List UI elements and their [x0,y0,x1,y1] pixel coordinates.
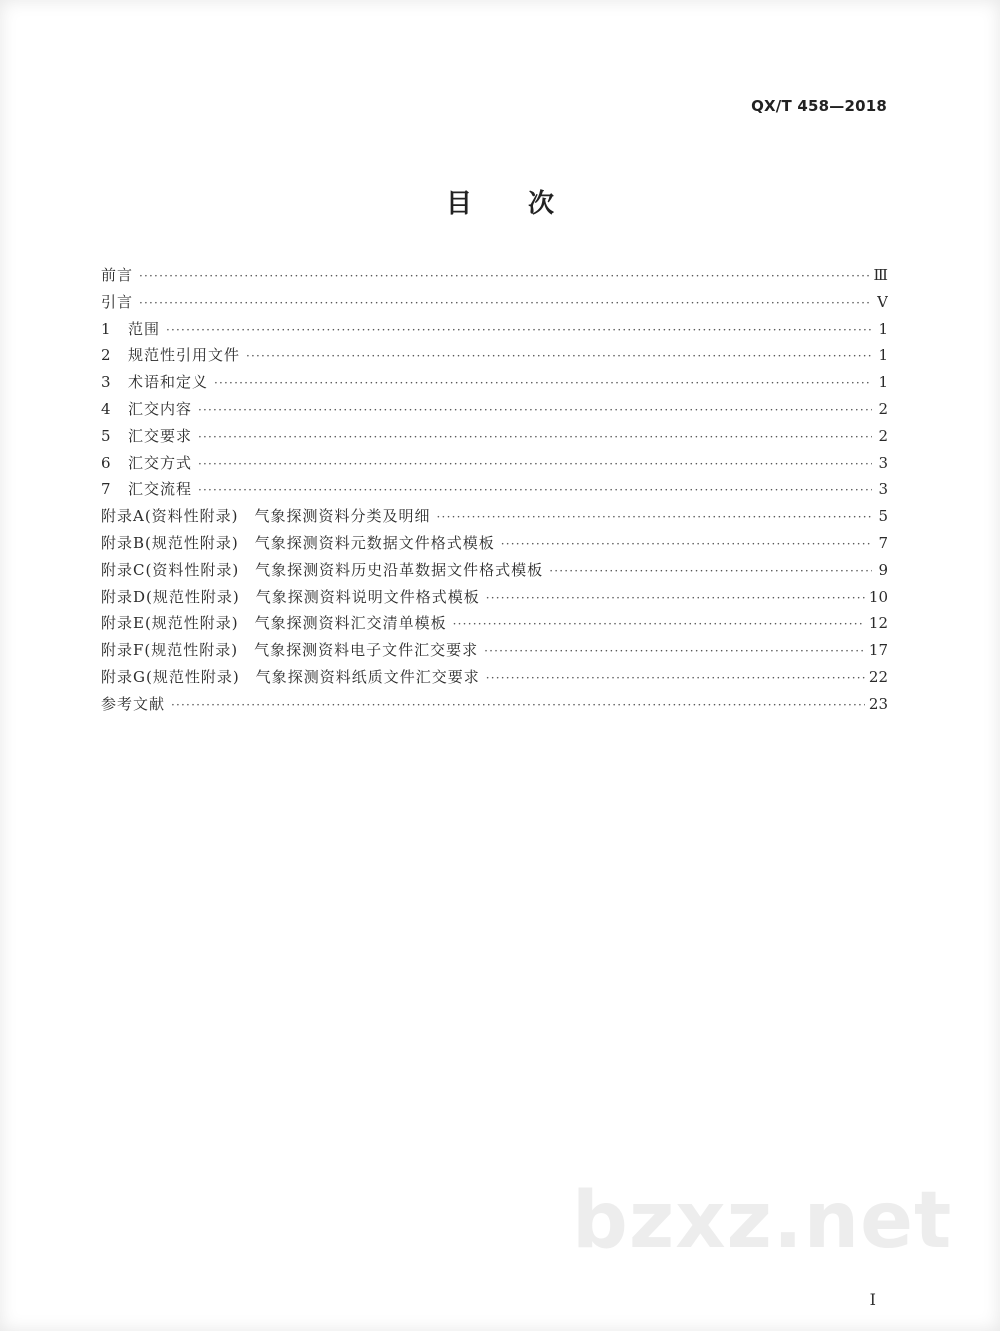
toc-entry-label: 术语和定义 [128,373,209,392]
toc-dot-leader [484,638,865,664]
toc-entry[interactable] [101,476,888,503]
toc-dot-leader [166,317,872,343]
toc-entry[interactable] [101,423,888,450]
toc-entry-page: 10 [868,587,888,606]
toc-entry-page: 1 [878,346,888,365]
toc-entry[interactable] [101,289,888,316]
toc-dot-leader [214,370,872,396]
toc-entry-label: 附录B(规范性附录) 气象探测资料元数据文件格式模板 [101,533,495,552]
toc-entry-page: 1 [878,373,888,392]
toc-entry-number: 5 [101,426,111,445]
toc-entry-label: 附录F(规范性附录) 气象探测资料电子文件汇交要求 [101,641,479,660]
toc-entry[interactable] [101,262,888,289]
toc-entry-label: 汇交方式 [128,453,193,472]
toc-entry-label: 汇交流程 [128,480,193,499]
toc-entry-page: 17 [868,641,888,660]
toc-title: 目次 [445,189,610,219]
toc-entry-number: 7 [101,480,111,499]
toc-entry-page: 5 [878,507,888,526]
toc-entry-label: 附录E(规范性附录) 气象探测资料汇交清单模板 [101,614,447,633]
toc-dot-leader [246,343,872,369]
toc-entry[interactable] [101,664,888,691]
toc-entry-page: 7 [878,533,888,552]
toc-entry-page: 2 [878,426,888,445]
toc-entry[interactable] [101,316,888,343]
toc-entry[interactable] [101,369,888,396]
toc-entry-label: 参考文献 [101,694,166,713]
toc-dot-leader [486,585,865,611]
toc-entry[interactable] [101,530,888,557]
toc-entry-label: 附录G(规范性附录) 气象探测资料纸质文件汇交要求 [101,667,480,686]
table-of-contents [101,262,888,718]
watermark-text: bzxz.net [572,1176,953,1266]
toc-dot-leader [198,477,872,503]
toc-entry-number: 4 [101,399,111,418]
toc-entry[interactable] [101,637,888,664]
toc-entry-page: 3 [878,453,888,472]
toc-dot-leader [198,451,872,477]
toc-entry-number: 3 [101,373,111,392]
toc-dot-leader [453,611,865,637]
toc-dot-leader [171,692,865,718]
toc-entry-page: 9 [878,560,888,579]
toc-dot-leader [198,397,872,423]
toc-dot-leader [437,504,872,530]
toc-dot-leader [549,558,872,584]
toc-dot-leader [139,263,870,289]
toc-entry-page: 3 [878,480,888,499]
toc-entry-page: 22 [868,667,888,686]
toc-entry-label: 汇交要求 [128,426,193,445]
toc-entry[interactable] [101,450,888,477]
toc-entry[interactable] [101,691,888,718]
toc-entry-page: 23 [868,694,888,713]
toc-entry-label: 附录D(规范性附录) 气象探测资料说明文件格式模板 [101,587,480,606]
toc-entry-page: 1 [878,319,888,338]
standard-code: QX/T 458—2018 [751,97,887,115]
toc-entry[interactable] [101,503,888,530]
toc-entry[interactable] [101,610,888,637]
toc-entry-page: 2 [878,399,888,418]
toc-entry-page: Ⅴ [877,292,888,311]
toc-entry-label: 范围 [128,319,161,338]
toc-dot-leader [501,531,872,557]
toc-dot-leader [139,290,872,316]
toc-entry-number: 1 [101,319,111,338]
toc-entry[interactable] [101,342,888,369]
toc-entry-label: 前言 [101,266,134,284]
page-number: I [869,1290,876,1309]
toc-entry-page: Ⅲ [873,266,888,284]
toc-entry-label: 引言 [101,292,134,311]
toc-entry-label: 附录A(资料性附录) 气象探测资料分类及明细 [101,507,431,526]
toc-dot-leader [198,424,872,450]
toc-entry-page: 12 [868,614,888,633]
toc-entry[interactable] [101,396,888,423]
toc-entry-number: 6 [101,453,111,472]
toc-entry-label: 汇交内容 [128,399,193,418]
toc-entry-label: 附录C(资料性附录) 气象探测资料历史沿革数据文件格式模板 [101,560,544,579]
toc-dot-leader [486,665,865,691]
toc-entry-label: 规范性引用文件 [128,346,241,365]
toc-entry-number: 2 [101,346,111,365]
toc-entry[interactable] [101,584,888,611]
toc-entry[interactable] [101,557,888,584]
